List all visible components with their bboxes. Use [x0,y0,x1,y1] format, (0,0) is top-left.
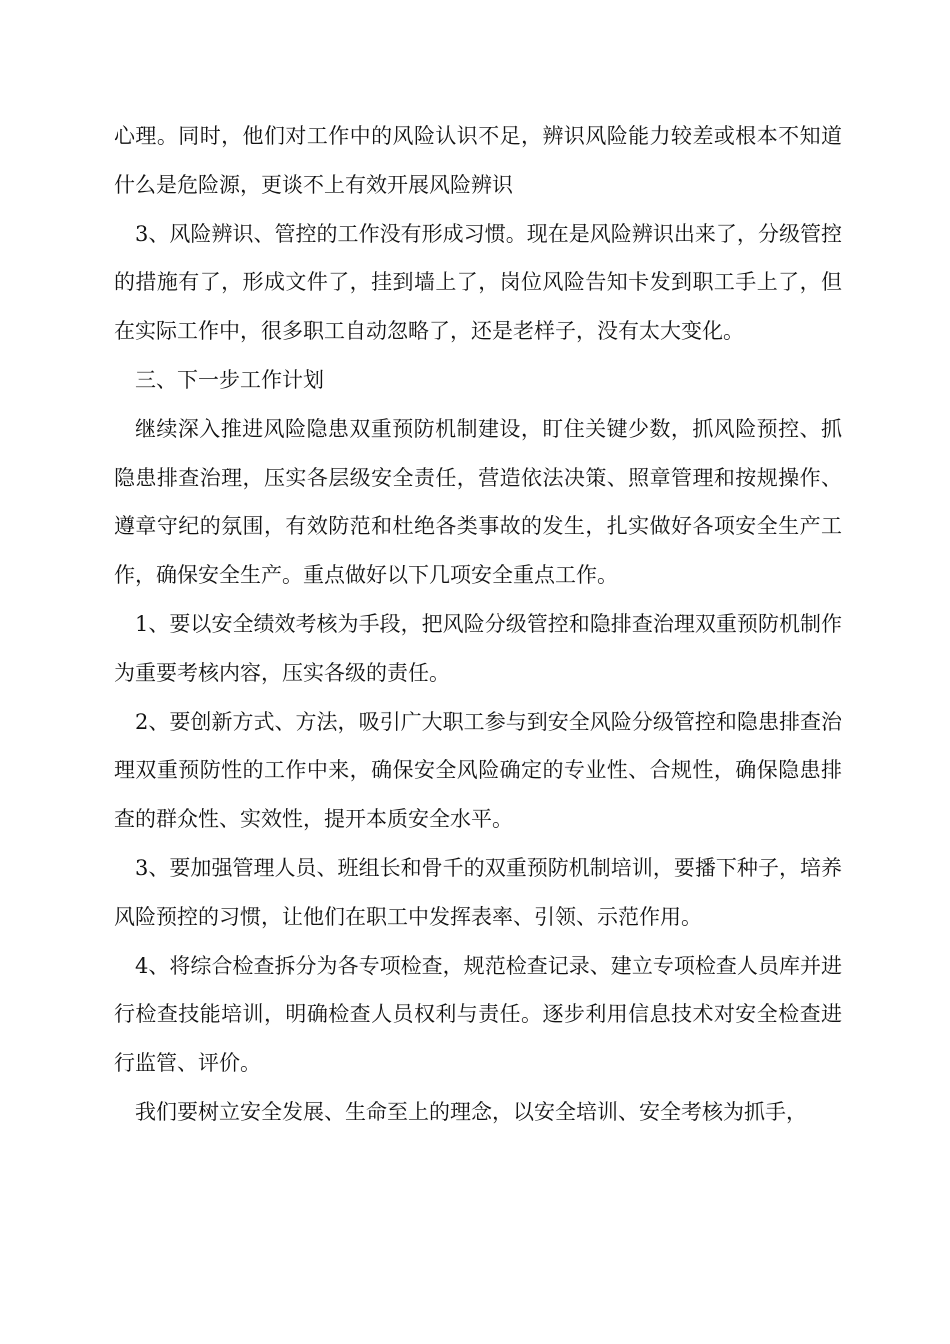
paragraph-item-4: 4、将综合检查拆分为各专项检查，规范检查记录、建立专项检查人员库并进行检查技能培训，明确检查人员权利与责任。逐步利用信息技术对安全检查进行监管、评价。 [114,953,842,1076]
paragraph-habit-issue: 3、风险辨识、管控的工作没有形成习惯。现在是风险辨识出来了，分级管控的措施有了，形成文件了，挂到墙上了，岗位风险告知卡发到职工手上了，但在实际工作中，很多职工自动忽略了，还是老样子，没有太大变化。 [114,221,842,344]
paragraph-item-2: 2、要创新方式、方法，吸引广大职工参与到安全风险分级管控和隐患排查治理双重预防性的工作中来，确保安全风险确定的专业性、合规性，确保隐患排查的群众性、实效性，提开本质安全水平。 [114,709,842,832]
section-heading-next-plan: 三、下一步工作计划 [135,367,324,392]
paragraph-closing: 我们要树立安全发展、生命至上的理念，以安全培训、安全考核为抓手， [135,1099,807,1124]
paragraph-plan-overview: 继续深入推进风险隐患双重预防机制建设，盯住关键少数，抓风险预控、抓隐患排查治理，压实各层级安全责任，营造依法决策、照章管理和按规操作、遵章守纪的氛围，有效防范和杜绝各类事故的发生，扎实做好各项安全生产工作，确保安全生产。重点做好以下几项安全重点工作。 [114,416,842,588]
paragraph-item-3: 3、要加强管理人员、班组长和骨千的双重预防机制培训，要播下种子，培养风险预控的习惯，让他们在职工中发挥表率、引领、示范作用。 [114,855,842,929]
paragraph-continuation: 心理。同时，他们对工作中的风险认识不足，辨识风险能力较差或根本不知道什么是危险源，更谈不上有效开展风险辨识 [114,124,842,197]
paragraph-item-1: 1、要以安全绩效考核为手段，把风险分级管控和隐排查治理双重预防机制作为重要考核内容，压实各级的责任。 [114,611,842,685]
document-body [114,112,842,1137]
